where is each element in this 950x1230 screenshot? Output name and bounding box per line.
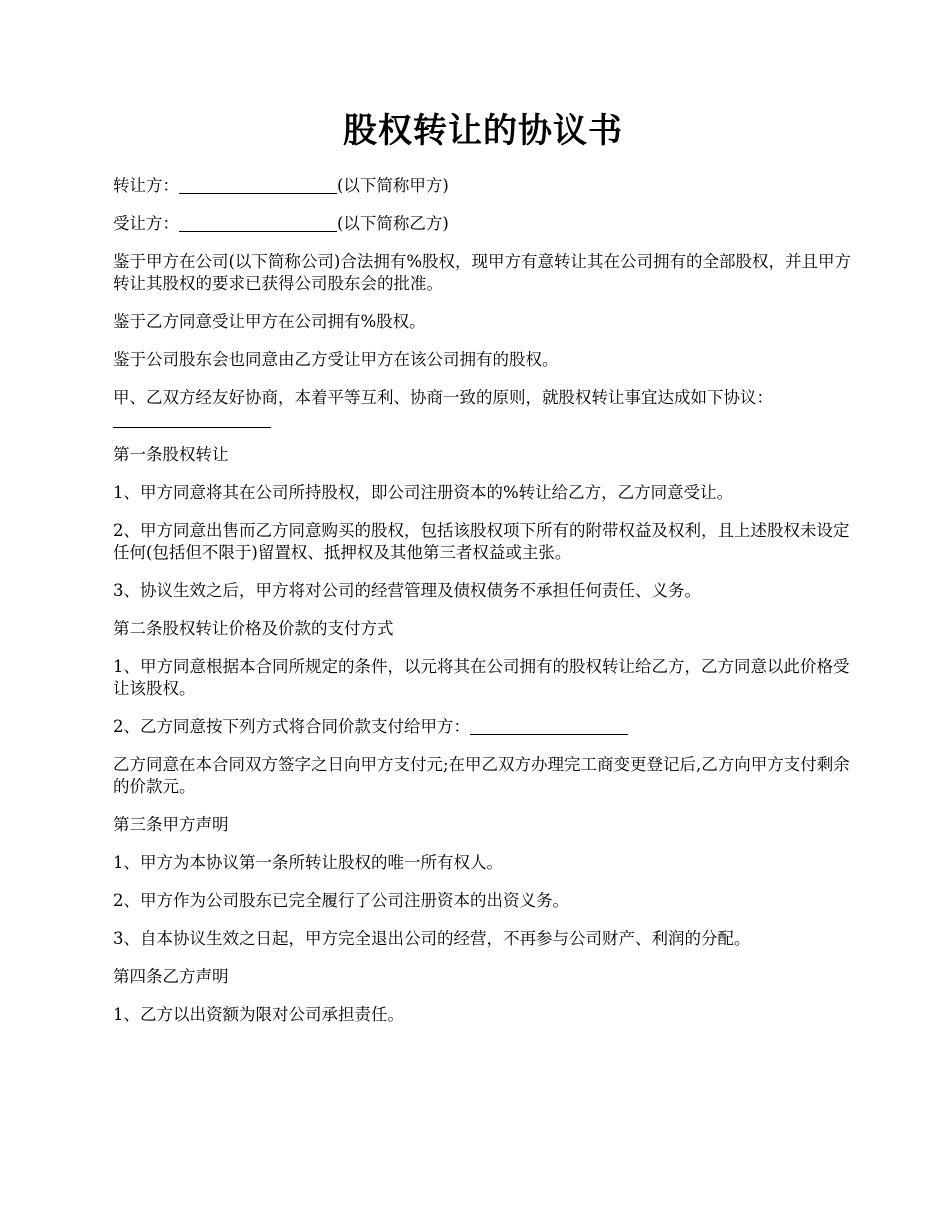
article-3-clause-3: 3、自本协议生效之日起，甲方完全退出公司的经营，不再参与公司财产、利润的分配。 — [113, 928, 751, 948]
article-1-clause-3: 3、协议生效之后，甲方将对公司的经营管理及债权债务不承担任何责任、义务。 — [113, 580, 701, 600]
preamble-paragraph-4-text: 甲、乙双方经友好协商，本着平等互利、协商一致的原则，就股权转让事宜达成如下协议： — [113, 387, 773, 407]
article-1-heading: 第一条股权转让 — [113, 444, 229, 464]
transferor-label: 转让方： — [113, 175, 179, 195]
transferor-line — [113, 175, 853, 197]
transferee-blank[interactable] — [179, 213, 337, 232]
article-2-clause-3: 乙方同意在本合同双方签字之日向甲方支付元;在甲乙双方办理完工商变更登记后,乙方向甲方支付剩余的价款元。 — [113, 754, 850, 796]
document-title: 股权转让的协议书 — [343, 111, 623, 151]
article-4-heading: 第四条乙方声明 — [113, 966, 229, 986]
article-1-clause-1: 1、甲方同意将其在公司所持股权，即公司注册资本的%转让给乙方，乙方同意受让。 — [113, 482, 734, 502]
article-2-clause-1: 1、甲方同意根据本合同所规定的条件，以元将其在公司拥有的股权转让给乙方，乙方同意以此价格受让该股权。 — [113, 656, 850, 698]
transferee-label: 受让方： — [113, 213, 179, 233]
agreement-blank[interactable] — [113, 409, 271, 428]
transferee-suffix: (以下简称乙方) — [337, 213, 449, 233]
article-3-clause-2: 2、甲方作为公司股东已完全履行了公司注册资本的出资义务。 — [113, 890, 569, 910]
article-1-clause-2: 2、甲方同意出售而乙方同意购买的股权，包括该股权项下所有的附带权益及权利，且上述股权未设定任何(包括但不限于)留置权、抵押权及其他第三者权益或主张。 — [113, 520, 850, 562]
transferor-suffix: (以下简称甲方) — [337, 175, 449, 195]
article-2-heading: 第二条股权转让价格及价款的支付方式 — [113, 618, 394, 638]
article-4-clause-1: 1、乙方以出资额为限对公司承担责任。 — [113, 1004, 404, 1024]
payment-method-blank[interactable] — [470, 716, 628, 735]
document-page — [113, 110, 853, 1042]
transferee-line — [113, 213, 853, 235]
article-3-heading: 第三条甲方声明 — [113, 814, 229, 834]
article-2-clause-2-line — [113, 716, 853, 738]
preamble-paragraph-4 — [113, 387, 853, 428]
transferor-blank[interactable] — [179, 175, 337, 194]
preamble-paragraph-2: 鉴于乙方同意受让甲方在公司拥有%股权。 — [113, 311, 426, 331]
article-3-clause-1: 1、甲方为本协议第一条所转让股权的唯一所有权人。 — [113, 852, 503, 872]
preamble-paragraph-3: 鉴于公司股东会也同意由乙方受让甲方在该公司拥有的股权。 — [113, 349, 559, 369]
article-2-clause-2: 2、乙方同意按下列方式将合同价款支付给甲方： — [113, 716, 470, 736]
preamble-paragraph-1: 鉴于甲方在公司(以下简称公司)合法拥有%股权，现甲方有意转让其在公司拥有的全部股权，并且甲方转让其股权的要求已获得公司股东会的批准。 — [113, 251, 852, 293]
